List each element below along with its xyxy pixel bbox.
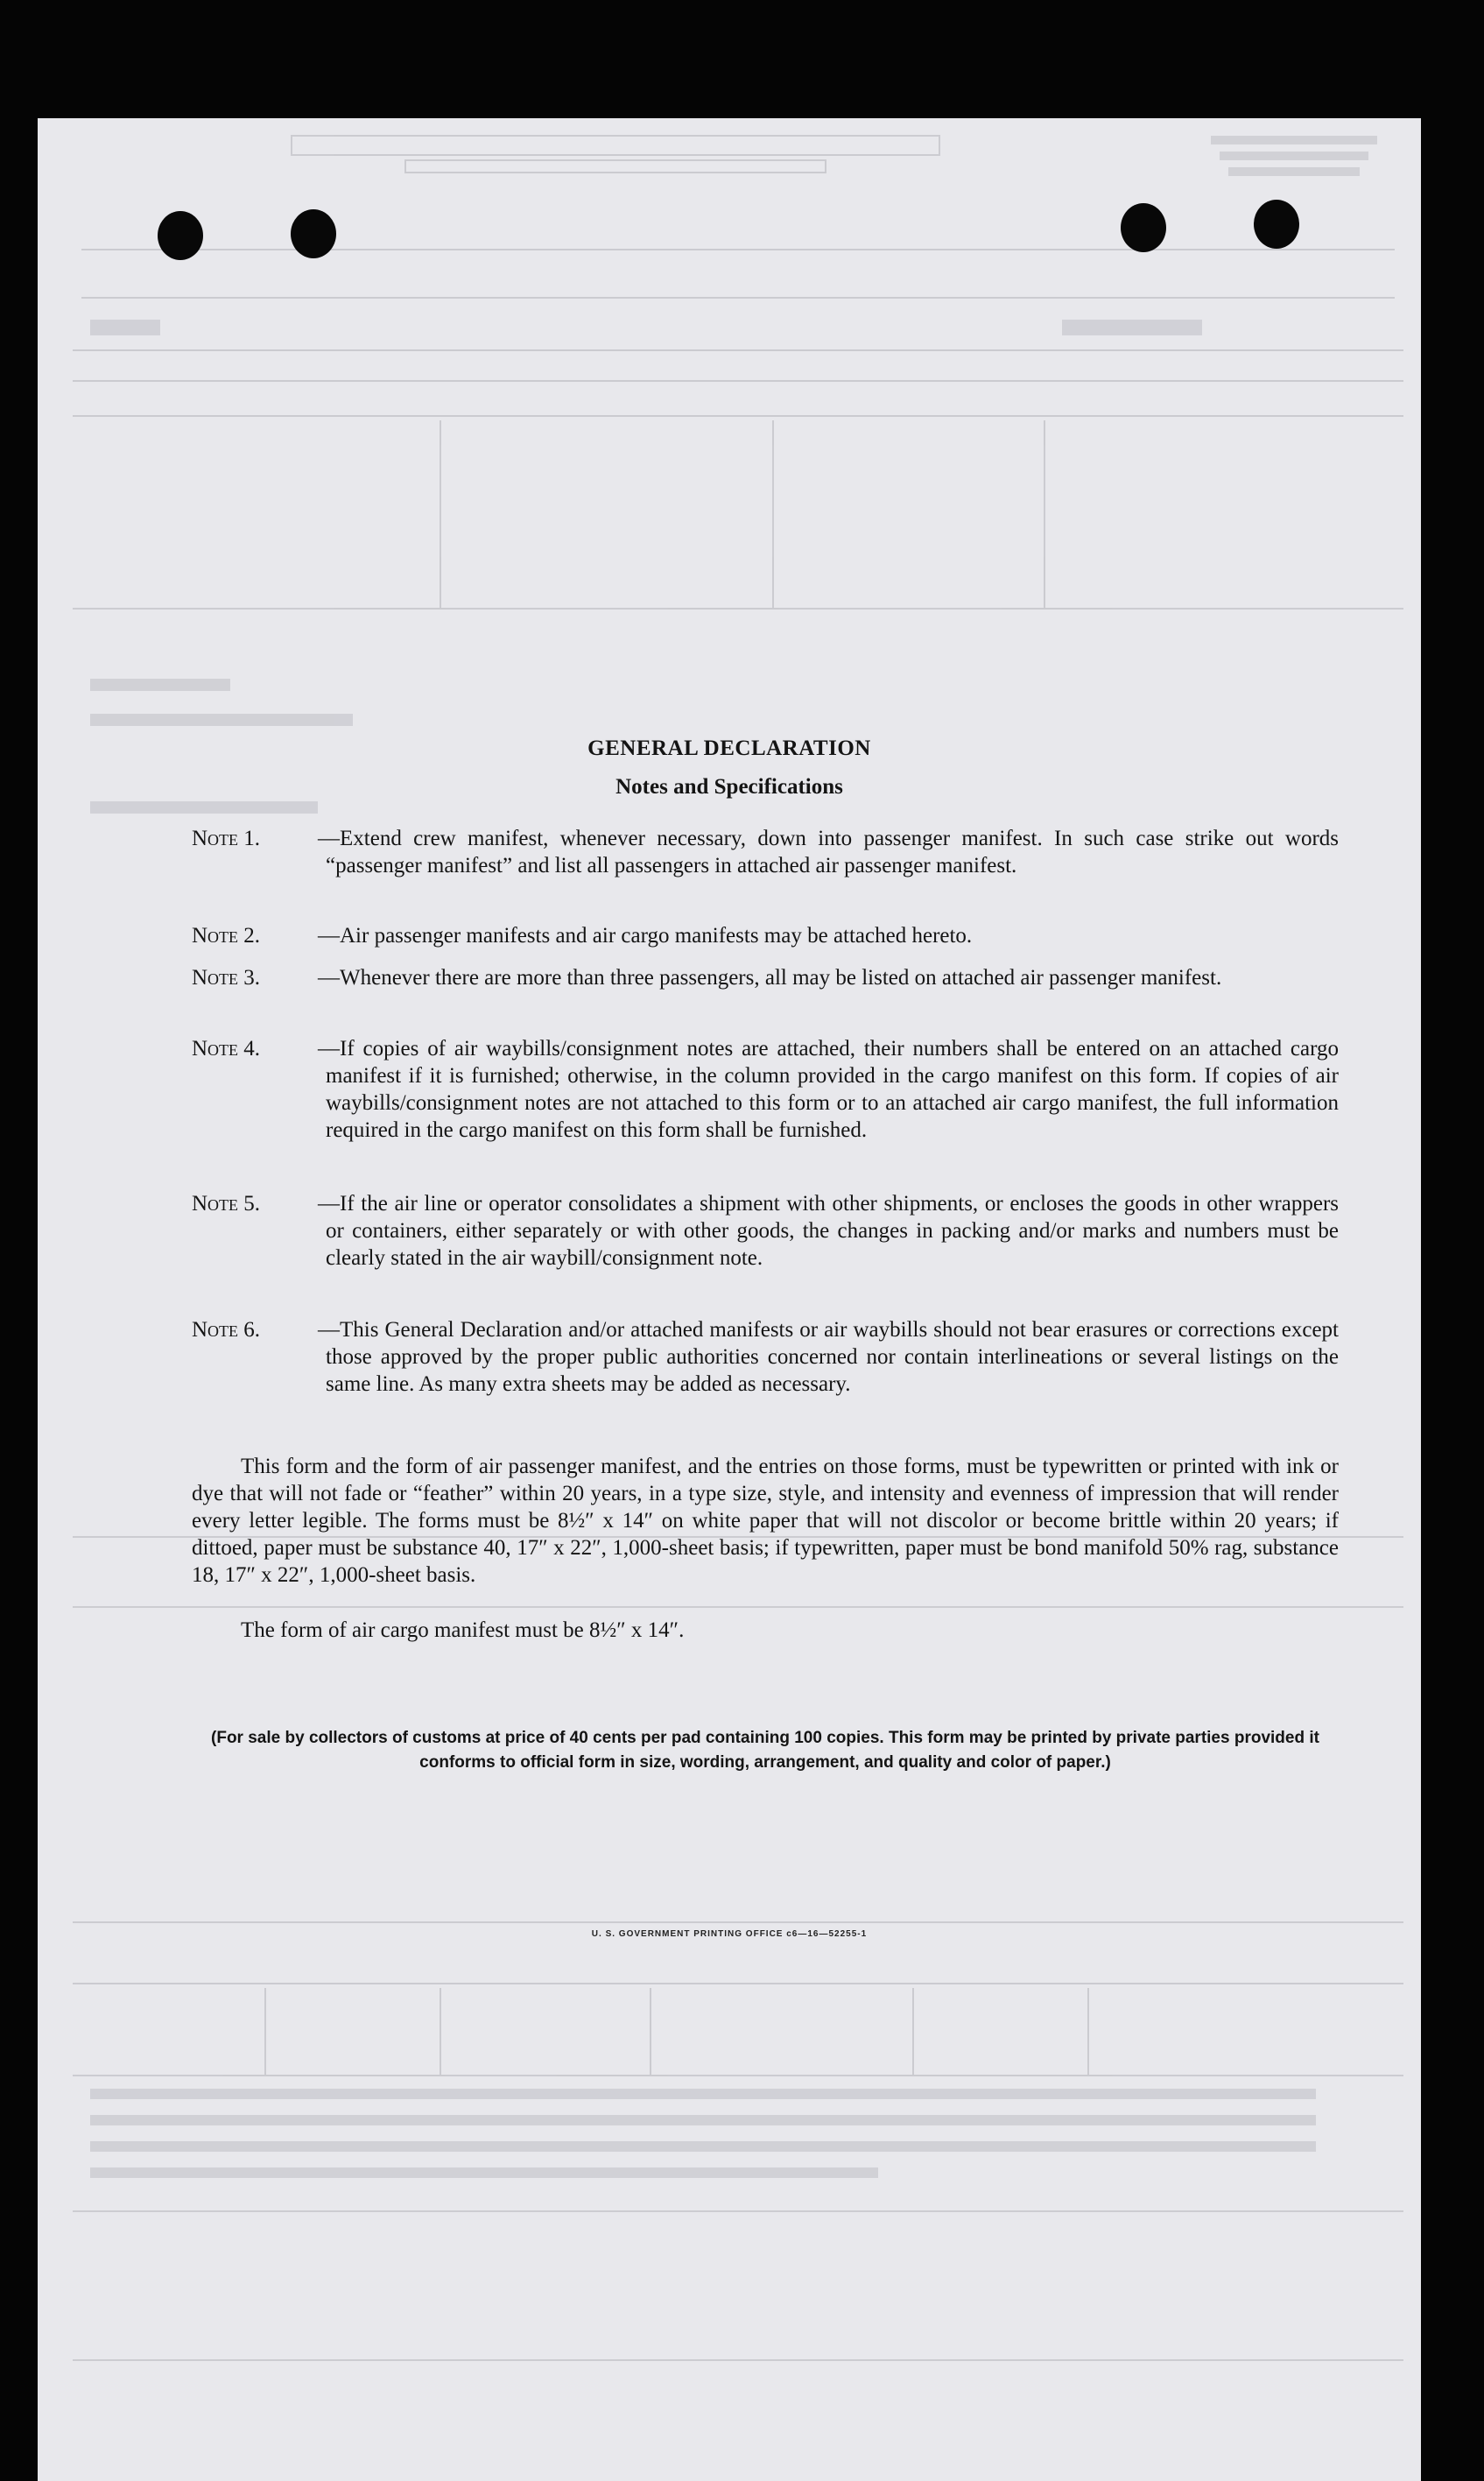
note-label: Note 2. (192, 924, 261, 948)
note-text: —If copies of air waybills/consignment notes are attached, their numbers shall be entered on an attached cargo manifest if it is furnished; otherwise, in the column provided in the cargo manifest on this form. If copies of air waybills/consignment notes are not attached to this form or to an attached air cargo manifest, the full information required in the cargo manifest on this form shall be furnished. (318, 1037, 1339, 1142)
note-text: —Whenever there are more than three passengers, all may be listed on attached air passenger manifest. (318, 966, 1222, 990)
note-2 (192, 922, 1339, 949)
note-text: —Air passenger manifests and air cargo manifests may be attached hereto. (318, 924, 973, 948)
form-specification-paragraph: This form and the form of air passenger manifest, and the entries on those forms, must be typewritten or printed with ink or dye that will not fade or “feather” within 20 years, in a type size, style, and intensity and evenness of impression that will render every letter legible. The forms must be 8½″ x 14″ on white paper that will not discolor or become brittle within 20 years; if dittoed, paper must be substance 40, 17″ x 22″, 1,000-sheet basis; if typewritten, paper must be bond manifold 50% rag, substance 18, 17″ x 22″, 1,000-sheet basis. (192, 1455, 1339, 1587)
cargo-manifest-size-line: The form of air cargo manifest must be 8½″ x 14″. (241, 1618, 685, 1642)
punch-hole (1254, 200, 1299, 249)
note-5 (192, 1190, 1339, 1272)
printer-imprint: U. S. GOVERNMENT PRINTING OFFICE c6—16—52255-1 (591, 1929, 868, 1939)
note-label: Note 5. (192, 1192, 261, 1216)
note-label: Note 1. (192, 827, 261, 850)
sale-note: (For sale by collectors of customs at price of 40 cents per pad containing 100 copies. This form may be printed by private parties provided it conforms to official form in size, wording, arrangement, and quality and color of paper.) (211, 1729, 1319, 1772)
note-label: Note 4. (192, 1037, 261, 1061)
document-subtitle: Notes and Specifications (615, 775, 843, 799)
note-label: Note 3. (192, 966, 261, 990)
note-text: —Extend crew manifest, whenever necessary, down into passenger manifest. In such case strike out words “passenger manifest” and list all passengers in attached air passenger manifest. (318, 827, 1339, 878)
document-page (38, 118, 1421, 2481)
document-content (38, 118, 1421, 2481)
note-6 (192, 1316, 1339, 1398)
punch-hole (158, 211, 203, 260)
note-3 (192, 964, 1339, 991)
note-label: Note 6. (192, 1318, 261, 1342)
document-title: GENERAL DECLARATION (587, 737, 871, 760)
punch-hole (1121, 203, 1166, 252)
punch-hole (291, 209, 336, 258)
note-1 (192, 825, 1339, 879)
note-4 (192, 1035, 1339, 1144)
note-text: —If the air line or operator consolidates a shipment with other shipments, or encloses the goods in other wrappers or containers, either separately or with other goods, the changes in packing and/or marks and numbers must be clearly stated in the air waybill/consignment note. (318, 1192, 1339, 1270)
note-text: —This General Declaration and/or attached manifests or air waybills should not bear erasures or corrections except those approved by the proper public authorities concerned nor contain interlineations or several listings on the same line. As many extra sheets may be added as necessary. (318, 1318, 1339, 1396)
